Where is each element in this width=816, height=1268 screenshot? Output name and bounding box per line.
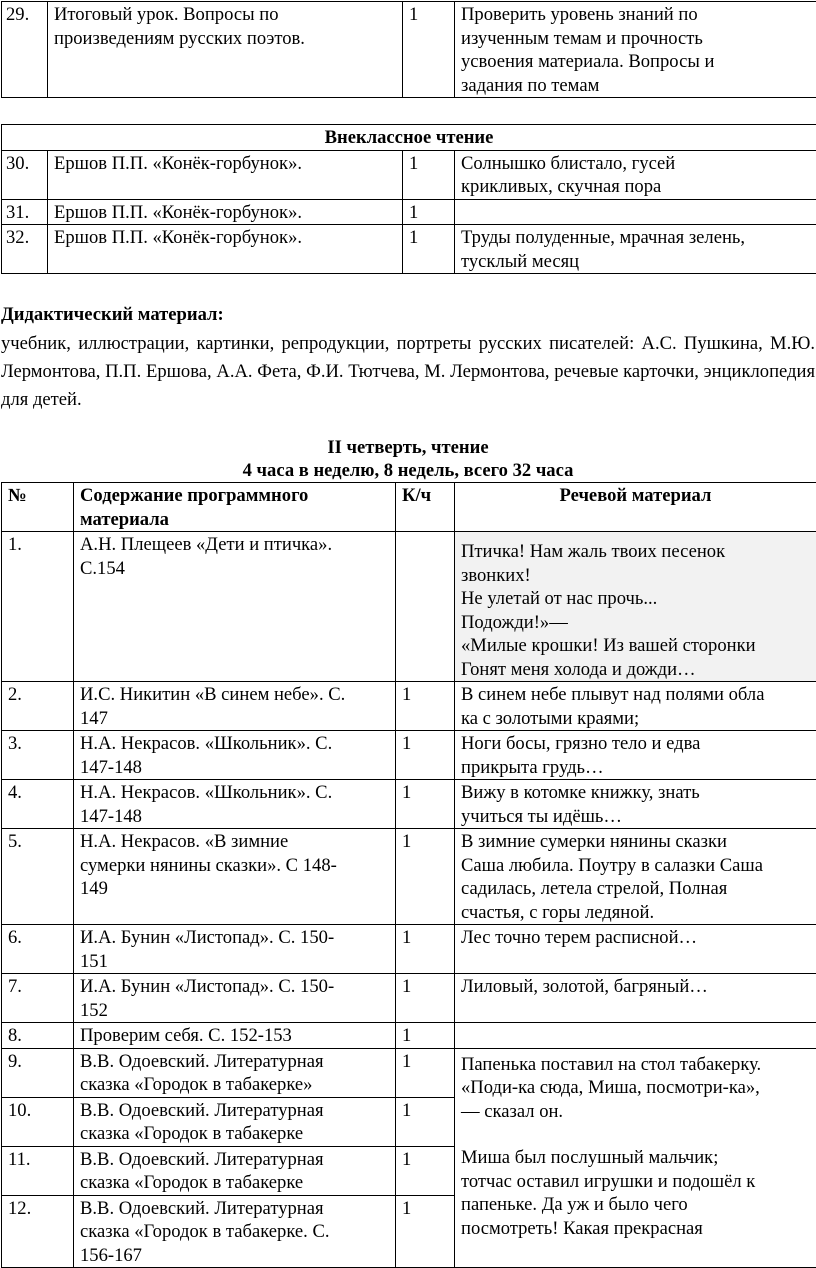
text-line: В.В. Одоевский. Литературная <box>80 1148 324 1170</box>
text-line: Саша любила. Поутру в салазки Саша <box>461 854 764 876</box>
text-line: звонких! <box>461 564 531 586</box>
row-number: 4. <box>2 780 74 829</box>
text-line: Солнышко блистало, гусей <box>461 152 676 174</box>
row-hours: 1 <box>403 150 455 199</box>
text-line: В.В. Одоевский. Литературная <box>80 1050 324 1072</box>
table-row <box>2 225 816 274</box>
row-number: 10. <box>2 1097 74 1146</box>
text-line: Лес точно терем расписной… <box>461 927 698 948</box>
text-line: Проверим себя. С. 152-153 <box>80 1025 292 1046</box>
row-hours: 1 <box>403 225 455 274</box>
row-number: 29. <box>2 2 48 98</box>
text-line: «Милые крошки! Из вашей сторонки <box>461 635 756 656</box>
row-content <box>74 829 396 925</box>
header-hours: К/ч <box>396 483 455 532</box>
text-line: усвоения материала. Вопросы и <box>461 51 715 72</box>
text-line: В.В. Одоевский. Литературная <box>80 1197 324 1219</box>
row-hours: 1 <box>396 925 455 974</box>
text-line: учиться ты идёшь… <box>461 805 622 827</box>
row-content: Ершов П.П. «Конёк-горбунок». <box>48 150 403 199</box>
table-row <box>2 974 816 1023</box>
text-line: Н.А. Некрасов. «Школьник». С. <box>80 782 333 803</box>
row-material <box>455 2 816 98</box>
row-content <box>74 974 396 1023</box>
header-number: № <box>2 483 74 532</box>
table-row <box>2 1048 816 1097</box>
table-header-row <box>2 483 816 532</box>
row-material <box>455 225 816 274</box>
row-material <box>455 925 816 974</box>
row-content <box>74 1048 396 1097</box>
row-hours: 1 <box>396 829 455 925</box>
row-content: Ершов П.П. «Конёк-горбунок». <box>48 199 403 225</box>
row-number: 7. <box>2 974 74 1023</box>
row-content <box>74 925 396 974</box>
row-content <box>74 1195 396 1268</box>
row-content <box>74 1023 396 1049</box>
text-line: Проверить уровень знаний по <box>461 4 698 25</box>
merged-material <box>455 1048 816 1268</box>
extracurricular-reading-table <box>1 124 816 274</box>
row-hours: 1 <box>396 1048 455 1097</box>
text-line: 147 <box>80 707 108 729</box>
text-line: посмотреть! Какая прекрасная <box>461 1217 703 1239</box>
row-hours: 1 <box>396 1097 455 1146</box>
table-row <box>2 2 816 98</box>
table-row <box>2 1023 816 1049</box>
row-material <box>455 780 816 829</box>
row-content <box>48 2 403 98</box>
didactic-text: учебник, иллюстрации, картинки, репродукции, портреты русских писателей: А.С. Пушкина, М.Ю. Лермонтова, П.П. Ершова, А.А. Фета, Ф.И. Тютчева, М. Лермонтова, речевые карточки, энциклопедия для детей. <box>1 332 815 410</box>
text-line: 147-148 <box>80 805 142 827</box>
row-material <box>455 199 816 225</box>
text-line: 151 <box>80 950 108 972</box>
text-line <box>461 1123 810 1146</box>
text-line: И.А. Бунин «Листопад». С. 150- <box>80 927 335 948</box>
text-line: сказка «Городок в табакерке <box>80 1123 304 1144</box>
row-material <box>455 532 816 682</box>
row-content <box>74 731 396 780</box>
quarter-reading-table <box>1 482 816 1268</box>
row-number: 1. <box>2 532 74 682</box>
row-hours: 1 <box>396 731 455 780</box>
text-line: С.154 <box>80 557 125 579</box>
text-line: 152 <box>80 999 108 1021</box>
text-line: Вижу в котомке книжку, знать <box>461 782 700 803</box>
text-line: Ноги босы, грязно тело и едва <box>461 733 701 754</box>
text-line: Н.А. Некрасов. «В зимние <box>80 831 289 852</box>
text-line: сумерки нянины сказки». С 148- <box>80 854 337 876</box>
row-number: 2. <box>2 682 74 731</box>
table-row <box>2 925 816 974</box>
row-hours: 1 <box>396 1146 455 1195</box>
row-hours: 1 <box>396 974 455 1023</box>
text-line: счастья, с горы ледяной. <box>461 901 655 923</box>
row-hours: 1 <box>396 682 455 731</box>
table-row <box>2 731 816 780</box>
quarter-subtitle: 4 часа в неделю, 8 недель, всего 32 часа <box>242 460 574 481</box>
row-material <box>455 829 816 925</box>
row-content <box>74 1146 396 1195</box>
row-hours: 1 <box>396 1023 455 1049</box>
text-line: Миша был послушный мальчик; <box>461 1147 719 1168</box>
table-row <box>2 780 816 829</box>
text-line: А.Н. Плещеев «Дети и птичка». <box>80 534 333 555</box>
text-line: В зимние сумерки нянины сказки <box>461 831 728 852</box>
text-line: «Поди-ка сюда, Миша, посмотри-ка», <box>461 1077 760 1098</box>
row-material <box>455 731 816 780</box>
text-line: Подожди!»— <box>461 611 568 633</box>
row-hours: 1 <box>403 199 455 225</box>
text-line: крикливых, скучная пора <box>461 176 662 197</box>
row-hours: 1 <box>396 1195 455 1268</box>
table-row <box>2 682 816 731</box>
row-content: Ершов П.П. «Конёк-горбунок». <box>48 225 403 274</box>
row-material <box>455 974 816 1023</box>
row-content <box>74 1097 396 1146</box>
text-line: Н.А. Некрасов. «Школьник». С. <box>80 733 333 754</box>
row-content <box>74 780 396 829</box>
text-line: сказка «Городок в табакерке. С. <box>80 1221 330 1242</box>
text-line: Лиловый, золотой, багряный… <box>461 976 708 997</box>
text-line: В синем небе плывут над полями обла <box>461 684 765 705</box>
text-line: 147-148 <box>80 756 142 778</box>
table-row <box>2 150 816 199</box>
row-material <box>455 150 816 199</box>
text-line: папеньке. Да уж и было чего <box>461 1194 688 1215</box>
text-line: сказка «Городок в табакерке <box>80 1172 304 1193</box>
text-line: задания по темам <box>461 74 600 96</box>
text-line: Итоговый урок. Вопросы по <box>54 4 279 25</box>
header-content: Содержание программного материала <box>74 483 396 532</box>
row-content <box>74 682 396 731</box>
row-material <box>455 1023 816 1049</box>
text-line: произведениям русских поэтов. <box>54 27 305 49</box>
text-line: сказка «Городок в табакерке» <box>80 1074 313 1095</box>
text-line: тотчас оставил игрушки и подошёл к <box>461 1170 756 1192</box>
row-number: 5. <box>2 829 74 925</box>
didactic-material <box>1 303 815 414</box>
text-line: Папенька поставил на стол табакерку. <box>461 1053 762 1075</box>
quarter-title: II четверть, чтение <box>327 437 489 458</box>
row-number: 32. <box>2 225 48 274</box>
table-row <box>2 532 816 682</box>
row-content <box>74 532 396 682</box>
text-line: 149 <box>80 878 108 899</box>
text-line: Труды полуденные, мрачная зелень, <box>461 227 746 248</box>
row-material <box>455 682 816 731</box>
didactic-heading: Дидактический материал: <box>1 304 224 325</box>
text-line: ка с золотыми краями; <box>461 707 640 729</box>
text-line: И.А. Бунин «Листопад». С. 150- <box>80 976 335 997</box>
row-number: 12. <box>2 1195 74 1268</box>
row-number: 11. <box>2 1146 74 1195</box>
row-number: 6. <box>2 925 74 974</box>
text-line: 156-167 <box>80 1244 142 1266</box>
row-number: 30. <box>2 150 48 199</box>
row-number: 3. <box>2 731 74 780</box>
lesson-table-top <box>1 1 816 98</box>
row-hours: 1 <box>403 2 455 98</box>
text-line: И.С. Никитин «В синем небе». С. <box>80 684 346 705</box>
row-hours <box>396 532 455 682</box>
text-line: прикрыта грудь… <box>461 756 604 778</box>
row-number: 8. <box>2 1023 74 1049</box>
row-number: 31. <box>2 199 48 225</box>
text-line: Гонят меня холода и дожди… <box>461 658 696 680</box>
table-row <box>2 829 816 925</box>
text-line: Птичка! Нам жаль твоих песенок <box>461 541 726 562</box>
row-hours: 1 <box>396 780 455 829</box>
text-line: садилась, летела стрелой, Полная <box>461 878 728 899</box>
text-line: Не улетай от нас прочь... <box>461 588 658 609</box>
text-line: изученным темам и прочность <box>461 27 703 49</box>
extracurricular-heading: Внеклассное чтение <box>2 125 816 151</box>
text-line: тусклый месяц <box>461 250 580 272</box>
table-row <box>2 199 816 225</box>
text-line: В.В. Одоевский. Литературная <box>80 1099 324 1121</box>
text-line: — сказал он. <box>461 1100 564 1122</box>
row-number: 9. <box>2 1048 74 1097</box>
header-material: Речевой материал <box>455 483 816 532</box>
